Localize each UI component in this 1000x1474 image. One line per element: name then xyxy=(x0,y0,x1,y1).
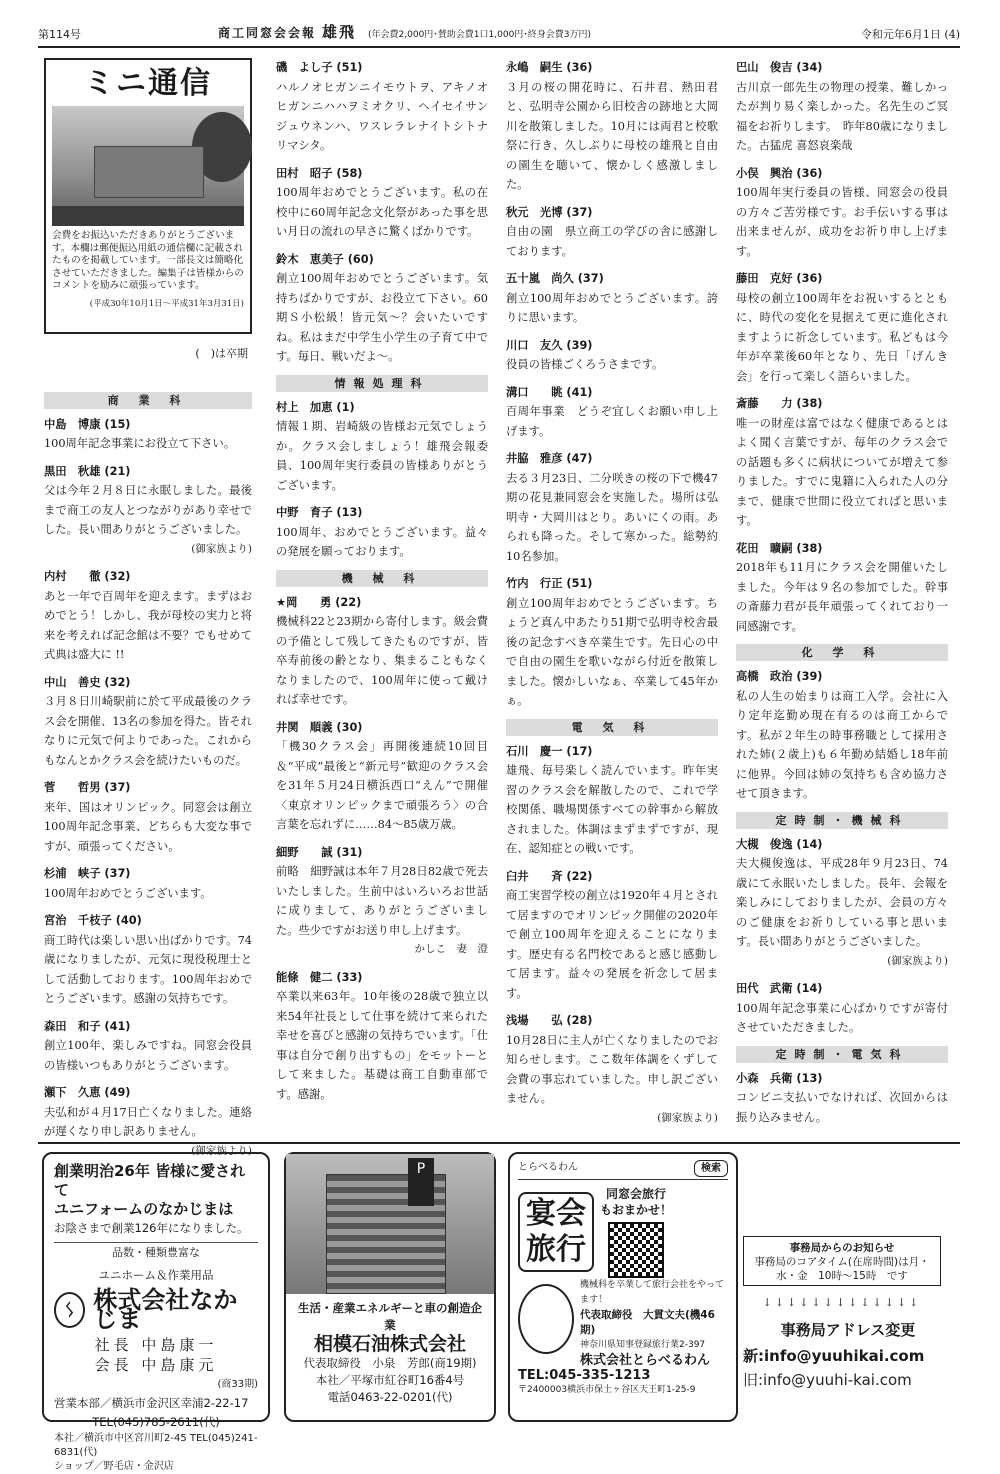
notice-title: 事務局からのお知らせ xyxy=(789,1242,895,1254)
paper-title xyxy=(218,21,820,42)
entry-list xyxy=(506,58,718,711)
member-name: 竹内 行正 (51) xyxy=(506,577,593,590)
member-entry xyxy=(276,593,488,710)
member-name: 磯 よし子 (51) xyxy=(276,61,363,74)
member-name: 細野 誠 (31) xyxy=(276,845,363,859)
member-name: 藤田 克好 (36) xyxy=(736,272,823,285)
member-entry xyxy=(44,1017,252,1076)
member-name: 菅 哲男 (37) xyxy=(44,781,131,794)
company-name: 株式会社とらべるわん xyxy=(580,1353,711,1368)
mini-news-period: (平成30年10月1日〜平成31年3月31日) xyxy=(89,298,244,309)
member-message: 創立100周年おめでとうございます。ちょうど真ん中あたり51期で弘明寺校舎最後の記念すべき卒業生です。先日心の中で自由の園生を歌いながら付近を散策しました。懐かしいなぁ、卒業して45年かぁ。 xyxy=(506,596,718,707)
member-name: 中野 育子 (13) xyxy=(276,506,363,519)
member-entry xyxy=(276,398,488,496)
column-1 xyxy=(44,58,252,1169)
entry-list xyxy=(506,742,718,1129)
member-message: 2018年も11月にクラス会を開催いたしました。今年は９名の参加でした。幹事の斎藤力君が長年頑張ってくれており一同感謝です。 xyxy=(736,561,948,633)
new-email-link[interactable]: 新:info@yuuhikai.com xyxy=(743,1347,925,1365)
section-heading: 機 械 科 xyxy=(276,570,488,587)
member-message: 100周年記念事業に心ばかりですが寄付させていただきました。 xyxy=(736,1001,948,1034)
member-entry xyxy=(44,567,252,665)
section-heading: 定時制・機械科 xyxy=(736,812,948,829)
member-entry xyxy=(276,968,488,1105)
member-message: 100周年、おめでとうございます。益々の発展を願っております。 xyxy=(276,525,488,558)
message-signature: かしこ 妻 澄 xyxy=(414,943,488,955)
member-entry xyxy=(506,742,718,859)
member-message: 父は今年２月８日に永眠しました。最後まで商工の友人とつながりがあり幸せでした。長い間ありがとうございました。 xyxy=(44,484,252,536)
member-message: あと一年で百周年を迎えます。まずはおめでとう！しかし、我が母校の実力と将来を考えれば記念館は不要？でもせめて式典は盛大に !! xyxy=(44,589,252,661)
member-entry xyxy=(506,867,718,1004)
company-name: 株式会社なかじま xyxy=(93,1286,238,1333)
member-message: 100周年おめでとうございます。 xyxy=(44,886,212,900)
member-message: 機械科22と23期から寄付します。級会費の予備として残してきたものですが、皆卒寿前後の齢となり、集まることもなくなりましたので、100周年に使って戴ければ幸せです。 xyxy=(276,615,488,706)
ad-tagline: 同窓会旅行 xyxy=(606,1187,667,1201)
member-message: 商工時代は楽しい思い出ばかりです。74歳になりましたが、元気に現役税理士として活動しております。100周年おめでとうございます。感謝の気持ちです。 xyxy=(44,933,252,1005)
ad-registration: 神奈川県知事登録旅行業2-397 xyxy=(580,1340,706,1350)
mini-news-body: 会費をお振込いただきありがとうございます。本欄は郵便振込用紙の通信欄に記載されたものを掲載しています。一部長文は簡略化させていただきました。編集子は皆様からのコメントを励みに頑張っています。 xyxy=(52,230,244,291)
member-name: 川口 友久 (39) xyxy=(506,338,593,352)
message-signature: (御家族より) xyxy=(191,542,252,555)
ad-tel: TEL(045)785-2611(代) xyxy=(92,1415,220,1429)
member-message: 役員の皆様ごくろうさまです。 xyxy=(506,358,664,371)
monument-photo xyxy=(52,106,244,226)
member-message: 百周年事業 どうぞ宜しくお願い申し上げます。 xyxy=(506,405,718,438)
graduation-note: ( )は卒期 xyxy=(195,347,248,360)
issue-date: 令和元年6月1日 (4) xyxy=(860,28,960,41)
ad-nakajima xyxy=(42,1152,270,1472)
member-message: 自由の園 県立商工の学びの舎に感謝しております。 xyxy=(506,225,718,258)
ad-address-2: 本社／横浜市中区宮川町2-45 TEL(045)241-6831(代) xyxy=(54,1433,258,1458)
member-name: 永嶋 嗣生 (36) xyxy=(506,61,593,74)
member-entry xyxy=(44,778,252,856)
member-entry xyxy=(276,503,488,562)
column-4 xyxy=(736,58,948,1238)
message-signature: (御家族より) xyxy=(887,954,948,967)
entry-list xyxy=(736,1069,948,1128)
member-message: 母校の創立100周年をお祝いするとともに、時代の変化を見据えて更に進化されますように祈念しています。私どもは今年が卒業後60年となり、先日「げんき会」を行って楽しく語らいました。 xyxy=(736,291,948,383)
member-entry xyxy=(736,58,948,156)
member-entry xyxy=(276,718,488,835)
member-name: 小森 兵衛 (13) xyxy=(736,1071,823,1085)
banquet-travel-logo xyxy=(518,1192,594,1272)
member-entry xyxy=(506,58,718,195)
member-message: 100周年記念事業にお役立て下さい。 xyxy=(44,437,236,450)
ad-tagline: もおまかせ！ xyxy=(600,1203,673,1217)
member-message: 情報１期、岩崎級の皆様お元気でしょうか。クラス会しましょう！雄飛会報委員、100周年実行委員の皆様ありがとうございます。 xyxy=(276,420,488,492)
member-entry xyxy=(506,449,718,566)
member-entry xyxy=(44,462,252,560)
ad-tel: TEL:045-335-1213 xyxy=(518,1368,651,1383)
member-name: 花田 曠嗣 (38) xyxy=(736,541,823,555)
chairman-note: (商33期) xyxy=(217,1379,258,1390)
member-entry xyxy=(506,203,718,262)
ad-slogan: 生活・産業エネルギーと車の創造企業 xyxy=(298,1301,482,1332)
member-message: 卒業以来63年。10年後の28歳で独立以来54年社長として仕事を続けて来られた幸せを喜びと感謝の気持ちでいます。「仕事は自分で創り出すもの」をモットーとして来ました。基礎は商工自動車部です。感謝。 xyxy=(276,990,488,1101)
member-name: 臼井 斉 (22) xyxy=(506,869,593,883)
member-message: 夫大槻俊逸は、平成28年９月23日、74歳にて永眠いたしました。長年、会報を楽しみにしておりましたが、会員の方々のご健康をお祈りしている事と思います。長い間ありがとうございました。 xyxy=(736,857,948,948)
section-heading: 化 学 科 xyxy=(736,644,948,661)
member-message: 雄飛、毎号楽しく読んでいます。昨年実習のクラス会を解散したので、これで学校関係、職場関係すべての幹事から解放されました。体調はまずまずですが、現在、認知症との戦いです。 xyxy=(506,764,718,855)
ad-toraberu xyxy=(508,1152,738,1422)
member-message: 創立100周年おめでとうございます。気持ちばかりですが、お役立て下さい。60期Ｓ小松級！皆元気〜？会いたいですね。私はまだ中学生小学生の子育て中です。毎日、戦いだよ〜。 xyxy=(276,272,488,363)
member-name: 巴山 俊吉 (34) xyxy=(736,61,823,74)
ad-subline: 品数・種類豊富な xyxy=(54,1242,258,1262)
company-name: 相模石油株式会社 xyxy=(313,1333,466,1355)
member-name: 高橋 政治 (39) xyxy=(736,670,823,683)
member-entry xyxy=(506,1011,718,1128)
member-entry xyxy=(276,164,488,242)
ad-text: お陰さまで創業126年になりました。 xyxy=(54,1221,249,1235)
member-entry xyxy=(736,1069,948,1128)
member-message: 去る３月23日、二分咲きの桜の下で機47期の花見兼同窓会を実施した。場所は弘明寺・大岡川はとり。あいにくの雨。あられも降った。そして寒かった。総勢約10名参加。 xyxy=(506,471,718,563)
ad-rep: 代表取締役 大貫文夫(機46期) xyxy=(580,1309,715,1336)
member-message: 唯一の財産は富ではなく健康であるとはよく聞く言葉ですが、毎年のクラス会での話題も多くに病状についてが増えて参りました。すでに鬼籍に入られた人の分まで、健康で世間に役立てればと思います。 xyxy=(736,416,948,527)
page-header xyxy=(38,22,960,48)
president: 社長 中島康一 xyxy=(94,1336,218,1354)
logo-line: 旅行 xyxy=(526,1232,586,1267)
member-message: 古川京一郎先生の物理の授業、難しかったが判り易く楽しかった。名先生のご冥福をお祈りします。 昨年80歳になりました。古猛虎 喜怒哀楽哉 xyxy=(736,80,948,152)
notice-text: 事務局のコアタイム(在席時間)は月・水・金 10時〜15時 です xyxy=(754,1256,930,1282)
member-name: 宮治 千枝子 (40) xyxy=(44,914,142,927)
mini-news-box xyxy=(44,58,252,334)
member-entry xyxy=(736,835,948,972)
entry-list xyxy=(276,593,488,1105)
section-heading: 商 業 科 xyxy=(44,392,252,409)
member-message: 商工実習学校の創立は1920年４月とされて居ますのでオリンピック開催の2020年で創立100周年を迎えることになります。歴史有る名門校であると感じ感動して居ます。益々の発展を祈念して居ます。 xyxy=(506,889,718,1000)
site-name: とらべるわん xyxy=(518,1162,578,1173)
member-entry xyxy=(44,911,252,1009)
chairman: 会長 中島康元 xyxy=(94,1356,218,1374)
member-name: 瀬下 久恵 (49) xyxy=(44,1086,131,1099)
member-entry xyxy=(506,336,718,375)
member-entry xyxy=(276,250,488,367)
member-entry xyxy=(506,269,718,328)
ads-area xyxy=(38,1142,960,1472)
ad-headline: ユニフォームのなかじまは xyxy=(54,1200,234,1218)
member-message: 「機30クラス会」再開後連続10回目＆“平成”最後と“新元号”歓迎のクラス会を31年５月24日横浜西口“えん”で開催〈東京オリンピックまで頑張ろう〉の合言葉を忘れずに……84〜85歳万歳。 xyxy=(276,740,488,831)
ad-pr: 機械科を卒業して旅行会社をやってます！ xyxy=(580,1280,725,1305)
ad-text: ユニホーム＆作業用品 xyxy=(98,1268,214,1282)
member-name: 黒田 秋雄 (21) xyxy=(44,464,131,478)
member-entry xyxy=(506,574,718,711)
entry-list xyxy=(276,398,488,562)
member-message: 前略 細野誠は本年７月28日82歳で死去いたしました。生前中はいろいろお世話に成りまして、ありがとうございました。些少ですがお送り申し上げます。 xyxy=(276,865,488,937)
member-entry xyxy=(44,673,252,771)
member-entry xyxy=(44,415,252,454)
column-3 xyxy=(506,58,718,1136)
member-name: 杉浦 峡子 (37) xyxy=(44,867,131,880)
member-message: 創立100周年おめでとうございます。誇りに思います。 xyxy=(506,291,718,324)
member-name: 田村 昭子 (58) xyxy=(276,166,363,180)
member-message: コンビニ支払いでなければ、次回からは振り込みません。 xyxy=(736,1091,948,1124)
company-logo xyxy=(54,1286,258,1333)
paper-name-prefix: 商工同窓会会報 xyxy=(218,26,317,40)
ad-sagami xyxy=(284,1152,496,1422)
old-email: 旧:info@yuuhi-kai.com xyxy=(743,1371,912,1389)
section-heading: 定時制・電気科 xyxy=(736,1046,948,1063)
building-photo: P xyxy=(286,1154,494,1294)
search-button[interactable]: 検索 xyxy=(694,1160,728,1177)
member-message: 創立100年、楽しみですね。同窓会役員の皆様いつもありがとうございます。 xyxy=(44,1039,252,1072)
member-message: 来年、国はオリンピック。同窓会は創立100周年記念事業、どちらも大変な事ですが、頑張ってください。 xyxy=(44,800,252,853)
entry-list xyxy=(276,58,488,367)
paper-name: 雄飛 xyxy=(322,23,357,41)
section-heading: 情報処理科 xyxy=(276,375,488,392)
member-entry xyxy=(736,979,948,1038)
member-name: 田代 武衛 (14) xyxy=(736,982,823,995)
mini-news-title: ミニ通信 xyxy=(84,66,212,101)
address-title: 事務局アドレス変更 xyxy=(780,1321,916,1339)
member-name: 能條 健二 (33) xyxy=(276,970,363,984)
member-entry xyxy=(506,383,718,442)
member-name: ★岡 勇 (22) xyxy=(276,595,362,609)
member-name: 斎藤 力 (38) xyxy=(736,397,823,410)
qr-code-icon[interactable] xyxy=(608,1222,664,1278)
member-entry xyxy=(736,667,948,804)
entry-list xyxy=(736,835,948,1038)
issue-number: 第114号 xyxy=(38,28,81,41)
message-signature: (御家族より) xyxy=(657,1111,718,1124)
ad-address: 本社／平塚市紅谷町16番4号 xyxy=(315,1373,465,1387)
mascot-icon xyxy=(518,1284,574,1354)
member-entry xyxy=(736,539,948,637)
member-name: 森田 和子 (41) xyxy=(44,1019,131,1033)
member-message: 私の人生の始まりは商工入学。会社に入り定年迄勤め現在有るのは商工からです。私が２年生の時事務職として採用された姉(２歳上)も６年勤め結婚し18年前に他界。今回は姉の気持ちも含め協力させて頂きます。 xyxy=(736,689,948,800)
entry-list xyxy=(736,667,948,804)
member-name: 大槻 俊逸 (14) xyxy=(736,837,823,851)
member-message: ３月８日川崎駅前に於て平成最後のクラス会を開催、13名の参加を得た。皆それなりに元気で何よりであった。これからもなんとかクラス会を続けたいものだ。 xyxy=(44,695,252,767)
ad-address: 〒2400003横浜市保土ヶ谷区天王町1-25-9 xyxy=(518,1385,696,1395)
member-entry xyxy=(736,164,948,262)
ad-headline: 創業明治26年 皆様に愛されて xyxy=(54,1162,246,1199)
member-message: ３月の桜の開花時に、石井君、熱田君と、弘明寺公園から旧校舎の跡地と大岡川を散策しました。10月には両君と校歌祭に行き、久しぶりに母校の雄飛と自由の園生を聴いて、懐かしく感激しました。 xyxy=(506,80,718,191)
member-name: 井関 順義 (30) xyxy=(276,720,363,734)
member-name: 浅場 弘 (28) xyxy=(506,1014,593,1027)
member-message: ハルノオヒガンニイモウトヲ、アキノオヒガンニハハヲミオクリ、ヘイセイサンジュウネンハ、ワスレラレナイトシトナリマシタ。 xyxy=(276,80,488,152)
ad-rep: 代表取締役 小泉 芳郎(商19期) xyxy=(303,1356,477,1370)
arrow-divider: ↓↓↓↓↓↓↓↓↓↓↓↓↓ xyxy=(762,1296,922,1309)
member-message: 100周年実行委員の皆様、同窓会の役員の方々ご苦労様です。お手伝いする事は出来ませんが、成功をお祈り申し上げます。 xyxy=(736,186,948,258)
member-name: 石川 慶一 (17) xyxy=(506,744,593,758)
member-name: 中島 博康 (15) xyxy=(44,417,131,431)
member-name: 内村 徹 (32) xyxy=(44,570,131,583)
member-name: 中山 善史 (32) xyxy=(44,675,131,689)
member-name: 秋元 光博 (37) xyxy=(506,205,593,219)
member-entry xyxy=(276,843,488,960)
member-name: 五十嵐 尚久 (37) xyxy=(506,272,604,285)
message-signature: (御家族より) xyxy=(191,1144,252,1157)
member-entry xyxy=(276,58,488,156)
section-heading: 電 気 科 xyxy=(506,719,718,736)
member-entry xyxy=(736,394,948,531)
member-name: 鈴木 恵美子 (60) xyxy=(276,252,374,266)
member-message: 10月28日に主人が亡くなりましたのでお知らせします。ここ数年体調をくずして会費の事忘れていました。申し訳ございません。 xyxy=(506,1033,718,1105)
member-message: 100周年おめでとうございます。私の在校中に60周年記念文化祭があった事を思い月日の流れの早さに驚くばかりです。 xyxy=(276,186,488,238)
fees-note: (年会費2,000円･賛助会費1口1,000円･終身会費3万円) xyxy=(368,30,592,40)
logo-mark-icon: ᛊ xyxy=(54,1292,85,1328)
member-name: 小俣 興治 (36) xyxy=(736,166,823,180)
member-name: 井脇 雅彦 (47) xyxy=(506,452,593,465)
ad-shop: ショップ／野毛店・金沢店 xyxy=(54,1461,174,1472)
ad-tel: 電話0463-22-0201(代) xyxy=(327,1390,453,1404)
member-entry xyxy=(736,269,948,386)
column-2 xyxy=(276,58,488,1112)
entry-list xyxy=(44,415,252,1162)
member-message: 夫弘和が４月17日亡くなりました。連絡が遅くなり申し訳ありません。 xyxy=(44,1105,252,1138)
ad-address: 営業本部／横浜市金沢区幸浦2-22-17 xyxy=(54,1396,249,1410)
logo-line: 宴会 xyxy=(526,1196,586,1231)
member-name: 溝口 眺 (41) xyxy=(506,385,593,399)
member-entry xyxy=(44,864,252,903)
member-name: 村上 加恵 (1) xyxy=(276,400,355,414)
entry-list xyxy=(736,58,948,636)
